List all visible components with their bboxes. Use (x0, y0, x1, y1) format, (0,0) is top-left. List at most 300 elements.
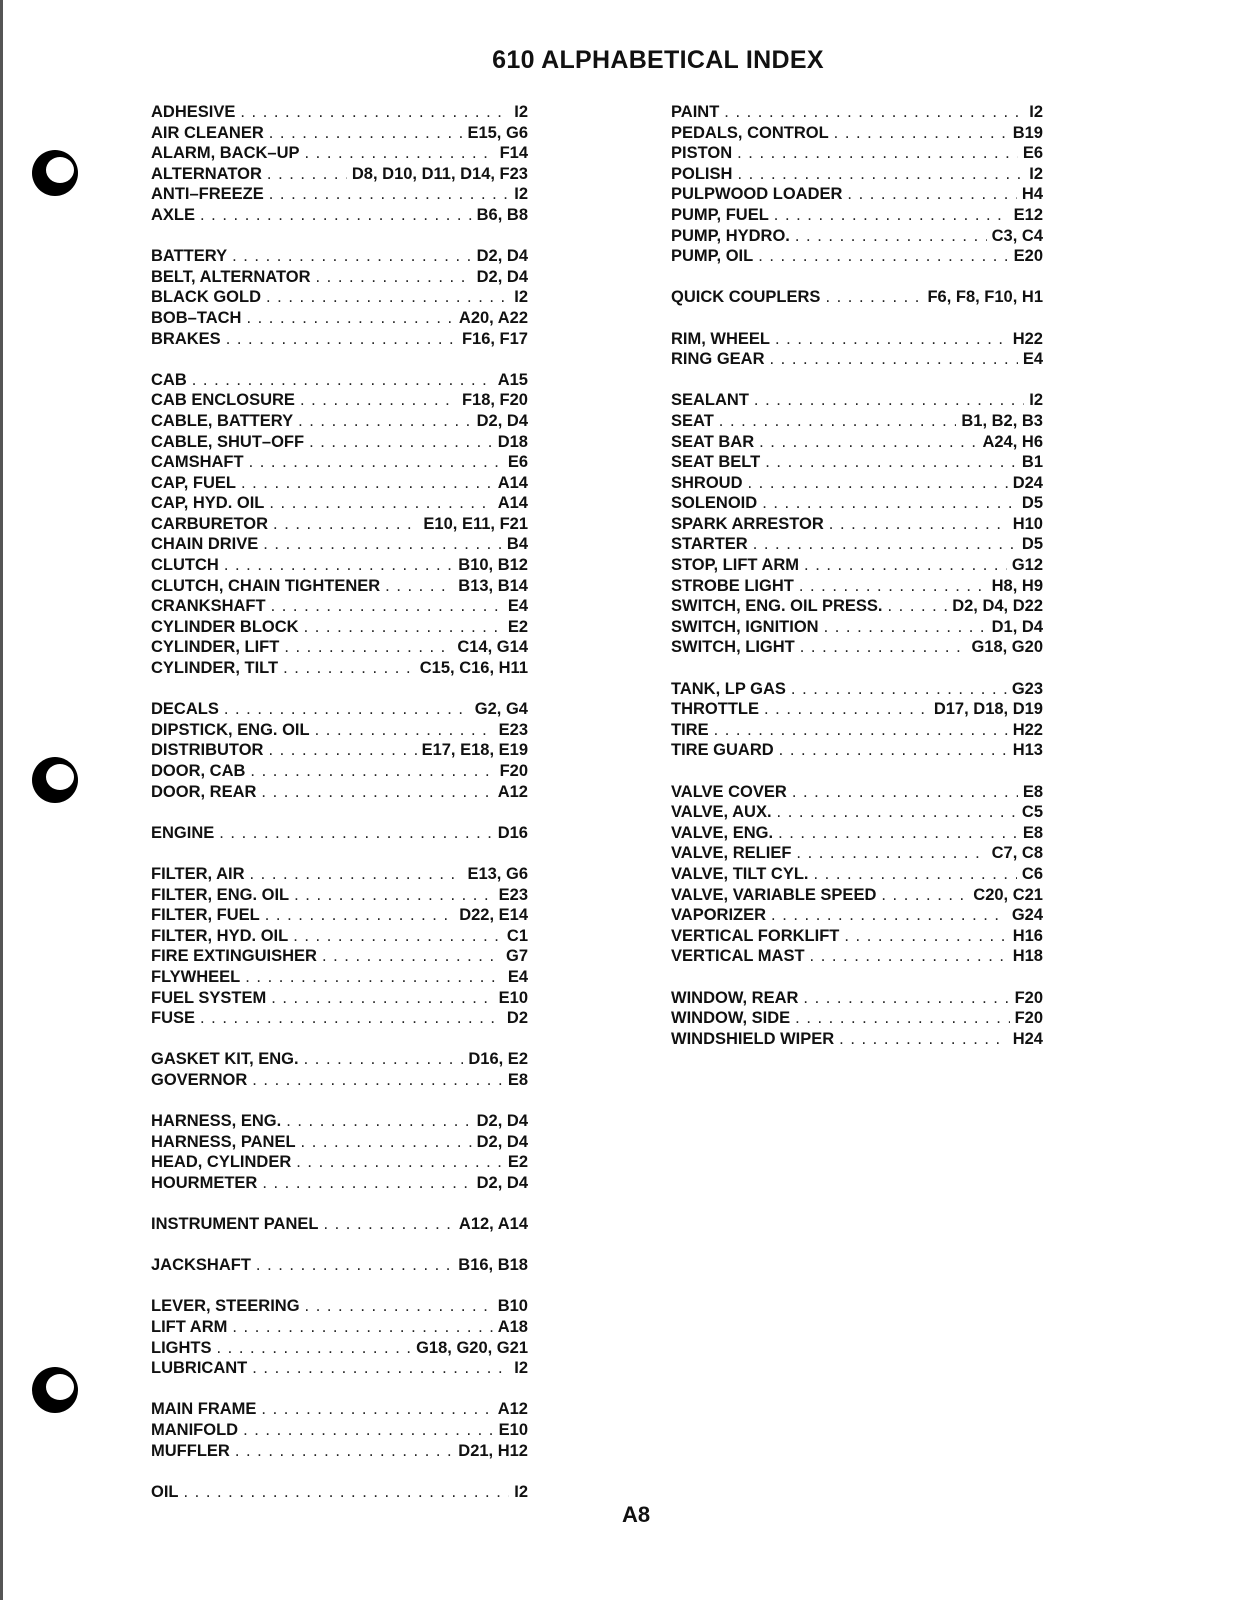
entry-name: MAIN FRAME (151, 1400, 257, 1419)
dot-leader (243, 1420, 494, 1441)
dot-leader (829, 514, 1008, 535)
dot-leader (250, 864, 463, 885)
index-entry (151, 637, 528, 658)
entry-name: SHROUD (671, 473, 743, 492)
entry-name: LEVER, STEERING (151, 1297, 300, 1316)
entry-name: JACKSHAFT (151, 1256, 251, 1275)
entry-page-ref: D8, D10, D11, D14, F23 (351, 164, 528, 183)
index-entry (151, 823, 528, 844)
dot-leader (219, 823, 492, 844)
index-entry (671, 473, 1043, 494)
index-entry (151, 308, 528, 329)
entry-page-ref: I2 (1029, 391, 1043, 410)
dot-leader (887, 596, 947, 617)
entry-name: ALARM, BACK–UP (151, 144, 300, 163)
dot-leader (316, 267, 472, 288)
index-entry (151, 184, 528, 205)
index-entry (671, 740, 1043, 761)
index-entry (151, 493, 528, 514)
entry-name: WINDOW, REAR (671, 988, 799, 1007)
dot-leader (217, 1338, 412, 1359)
entry-name: FIRE EXTINGUISHER (151, 947, 317, 966)
index-entry (151, 164, 528, 185)
entry-page-ref: E8 (1022, 782, 1043, 801)
index-entry (671, 617, 1043, 638)
entry-page-ref: E2 (507, 617, 528, 636)
dot-leader (737, 164, 1024, 185)
entry-name: DOOR, REAR (151, 782, 257, 801)
dot-leader (792, 782, 1018, 803)
dot-leader (293, 926, 502, 947)
entry-name: BOB–TACH (151, 308, 242, 327)
index-entry (671, 287, 1043, 308)
page-number: A8 (622, 1502, 651, 1527)
entry-name: LUBRICANT (151, 1359, 248, 1378)
entry-page-ref: I2 (514, 288, 528, 307)
entry-name: CAMSHAFT (151, 453, 244, 472)
entry-page-ref: E12 (1013, 205, 1043, 224)
entry-name: SEALANT (671, 391, 749, 410)
index-entry (671, 102, 1043, 123)
index-entry (671, 864, 1043, 885)
dot-leader (385, 576, 453, 597)
dot-leader (226, 329, 457, 350)
entry-page-ref: I2 (1029, 164, 1043, 183)
index-entry (151, 864, 528, 885)
entry-page-ref: A14 (497, 473, 528, 492)
entry-page-ref: E6 (507, 453, 528, 472)
entry-name: PULPWOOD LOADER (671, 185, 843, 204)
entry-name: WINDSHIELD WIPER (671, 1029, 835, 1048)
entry-name: VALVE, AUX. (671, 803, 772, 822)
entry-name: CYLINDER, TILT (151, 659, 279, 678)
dot-leader (764, 699, 929, 720)
index-letter-group (151, 823, 528, 844)
index-letter-group (151, 1482, 528, 1503)
dot-leader (309, 432, 493, 453)
index-entry (671, 720, 1043, 741)
index-entry (151, 514, 528, 535)
index-entry (151, 617, 528, 638)
entry-name: DIPSTICK, ENG. OIL (151, 720, 310, 739)
index-entry (151, 946, 528, 967)
dot-leader (719, 411, 957, 432)
dot-leader (265, 905, 454, 926)
entry-page-ref: D2, D4 (476, 411, 528, 430)
index-entry (151, 740, 528, 761)
entry-name: PEDALS, CONTROL (671, 123, 829, 142)
entry-page-ref: E10 (498, 1421, 528, 1439)
dot-leader (754, 390, 1024, 411)
entry-name: RING GEAR (671, 350, 765, 369)
index-entry (151, 534, 528, 555)
dot-leader (847, 184, 1016, 205)
dot-leader (232, 246, 472, 267)
dot-leader (305, 143, 495, 164)
index-entry (671, 843, 1043, 864)
index-entry (151, 267, 528, 288)
index-entry (671, 885, 1043, 906)
entry-name: HEAD, CYLINDER (151, 1153, 292, 1172)
entry-page-ref: D5 (1021, 494, 1043, 513)
entry-page-ref: D2, D4 (476, 267, 528, 286)
entry-page-ref: B16, B18 (458, 1256, 528, 1275)
entry-page-ref: F16, F17 (461, 329, 528, 348)
entry-name: ANTI–FREEZE (151, 185, 264, 204)
dot-leader (224, 555, 453, 576)
dot-leader (771, 905, 1007, 926)
dot-leader (245, 967, 503, 988)
dot-leader (300, 390, 457, 411)
index-letter-group (151, 102, 528, 226)
entry-page-ref: D1, D4 (991, 617, 1043, 636)
entry-page-ref: A20, A22 (458, 308, 528, 327)
entry-name: VALVE, RELIEF (671, 844, 792, 863)
index-entry (671, 411, 1043, 432)
entry-page-ref: C6 (1021, 864, 1043, 883)
dot-leader (765, 452, 1017, 473)
dot-leader (814, 864, 1017, 885)
dot-leader (778, 823, 1018, 844)
entry-name: PUMP, FUEL (671, 205, 769, 224)
entry-name: CARBURETOR (151, 514, 269, 533)
dot-leader (753, 534, 1017, 555)
entry-page-ref: D18 (497, 432, 528, 451)
entry-page-ref: D17, D18, D19 (933, 700, 1043, 719)
entry-name: BRAKES (151, 329, 221, 348)
index-entry (151, 411, 528, 432)
index-entry (151, 782, 528, 803)
index-letter-group (151, 864, 528, 1029)
dot-leader (252, 1070, 503, 1091)
entry-page-ref: A12 (497, 1400, 528, 1419)
index-entry (151, 452, 528, 473)
binder-hole-icon (30, 148, 80, 198)
entry-page-ref: E20 (1013, 247, 1043, 266)
index-entry (671, 1029, 1043, 1050)
index-entry (151, 1338, 528, 1359)
entry-page-ref: E10, E11, F21 (423, 514, 528, 533)
dot-leader (235, 1441, 453, 1462)
index-entry (671, 1008, 1043, 1029)
entry-name: AIR CLEANER (151, 123, 264, 142)
entry-name: VAPORIZER (671, 906, 767, 925)
entry-page-ref: C7, C8 (991, 844, 1043, 863)
entry-name: VALVE, ENG. (671, 823, 774, 842)
entry-name: CAB ENCLOSURE (151, 391, 295, 410)
entry-name: OIL (151, 1482, 179, 1501)
entry-page-ref: C5 (1021, 803, 1043, 822)
dot-leader (737, 143, 1018, 164)
entry-name: SWITCH, ENG. OIL PRESS. (671, 597, 883, 616)
dot-leader (250, 761, 494, 782)
dot-leader (824, 617, 987, 638)
index-entry (151, 1296, 528, 1317)
entry-page-ref: B13, B14 (458, 576, 528, 595)
index-entry (151, 370, 528, 391)
entry-page-ref: H10 (1012, 514, 1043, 533)
dot-leader (796, 843, 986, 864)
entry-page-ref: D2 (506, 1009, 528, 1028)
dot-leader (284, 637, 452, 658)
entry-name: PISTON (671, 144, 733, 163)
index-entry (671, 246, 1043, 267)
index-entry (671, 576, 1043, 597)
entry-name: FILTER, FUEL (151, 906, 260, 925)
entry-name: DOOR, CAB (151, 762, 246, 780)
index-letter-group (151, 246, 528, 349)
dot-leader (881, 885, 968, 906)
entry-name: DISTRIBUTOR (151, 741, 264, 760)
entry-page-ref: D24 (1012, 473, 1043, 492)
index-entry (151, 432, 528, 453)
entry-page-ref: D21, H12 (458, 1441, 528, 1460)
entry-page-ref: E13, G6 (467, 864, 528, 883)
entry-page-ref: D2, D4 (476, 247, 528, 266)
index-entry (151, 246, 528, 267)
index-letter-group (671, 102, 1043, 267)
entry-page-ref: I2 (514, 103, 528, 121)
entry-name: DECALS (151, 700, 219, 719)
index-entry (671, 514, 1043, 535)
binder-hole-middle (30, 755, 80, 805)
dot-leader (261, 1399, 492, 1420)
index-letter-group (151, 1399, 528, 1461)
dot-leader (777, 802, 1017, 823)
dot-leader (184, 1482, 510, 1503)
entry-page-ref: F6, F8, F10, H1 (927, 288, 1043, 307)
entry-name: CABLE, SHUT–OFF (151, 432, 305, 451)
entry-page-ref: H4 (1021, 185, 1043, 204)
dot-leader (296, 1152, 503, 1173)
index-entry (151, 1317, 528, 1338)
dot-leader (803, 988, 1009, 1009)
index-entry (151, 1132, 528, 1153)
entry-page-ref: C15, C16, H11 (419, 659, 528, 678)
dot-leader (246, 308, 453, 329)
index-entry (151, 699, 528, 720)
entry-page-ref: E2 (507, 1153, 528, 1172)
scan-edge (0, 0, 3, 1600)
entry-name: THROTTLE (671, 700, 759, 719)
entry-name: SEAT BELT (671, 453, 761, 472)
index-entry (151, 658, 528, 679)
index-entry (671, 946, 1043, 967)
entry-name: ALTERNATOR (151, 164, 262, 183)
entry-page-ref: E4 (507, 967, 528, 986)
entry-page-ref: A15 (497, 370, 528, 389)
dot-leader (273, 514, 418, 535)
index-entry (151, 1482, 528, 1503)
dot-leader (240, 102, 509, 123)
index-entry (671, 782, 1043, 803)
entry-page-ref: A24, H6 (982, 432, 1043, 451)
index-entry (671, 823, 1043, 844)
index-entry (671, 184, 1043, 205)
dot-leader (315, 720, 494, 741)
entry-name: CAB (151, 370, 187, 389)
page-title: 610 ALPHABETICAL INDEX (492, 46, 824, 74)
binder-hole-icon (30, 1365, 80, 1415)
entry-page-ref: B1 (1021, 453, 1043, 472)
dot-leader (271, 596, 503, 617)
entry-page-ref: G12 (1011, 556, 1043, 575)
index-entry (151, 102, 528, 123)
entry-name: STARTER (671, 535, 748, 554)
entry-name: VERTICAL MAST (671, 947, 805, 966)
entry-page-ref: F20 (499, 762, 528, 780)
index-entry (151, 473, 528, 494)
entry-name: LIFT ARM (151, 1318, 228, 1337)
index-letter-group (671, 988, 1043, 1050)
entry-page-ref: I2 (514, 1482, 528, 1501)
entry-name: PUMP, OIL (671, 247, 754, 266)
entry-page-ref: H16 (1012, 926, 1043, 945)
index-entry (151, 885, 528, 906)
entry-page-ref: H22 (1012, 720, 1043, 739)
entry-name: LIGHTS (151, 1338, 212, 1357)
index-entry (671, 596, 1043, 617)
entry-name: VALVE COVER (671, 782, 787, 801)
index-entry (671, 143, 1043, 164)
entry-name: BELT, ALTERNATOR (151, 267, 311, 286)
index-entry (151, 926, 528, 947)
entry-name: ADHESIVE (151, 103, 236, 121)
dot-leader (256, 1255, 453, 1276)
index-letter-group (151, 1111, 528, 1193)
entry-page-ref: G18, G20 (971, 638, 1043, 657)
dot-leader (724, 102, 1024, 123)
index-column-right (671, 102, 1043, 1070)
dot-leader (839, 1029, 1008, 1050)
entry-page-ref: B4 (506, 535, 528, 554)
entry-name: POLISH (671, 164, 733, 183)
index-entry (671, 926, 1043, 947)
entry-name: BLACK GOLD (151, 288, 261, 307)
index-column-left (151, 102, 528, 1523)
entry-page-ref: B10 (497, 1297, 528, 1316)
entry-name: CYLINDER BLOCK (151, 617, 299, 636)
index-entry (671, 679, 1043, 700)
entry-name: PAINT (671, 103, 720, 121)
dot-leader (298, 411, 472, 432)
dot-leader (262, 1173, 471, 1194)
entry-page-ref: C3, C4 (991, 226, 1043, 245)
index-entry (151, 1173, 528, 1194)
entry-page-ref: G23 (1011, 679, 1043, 698)
index-entry (671, 493, 1043, 514)
entry-name: CLUTCH, CHAIN TIGHTENER (151, 576, 381, 595)
entry-page-ref: I2 (514, 1359, 528, 1378)
entry-page-ref: B6, B8 (476, 205, 528, 224)
dot-leader (268, 740, 416, 761)
dot-leader (304, 1049, 464, 1070)
dot-leader (774, 205, 1009, 226)
entry-page-ref: F18, F20 (461, 391, 528, 410)
dot-leader (261, 782, 492, 803)
dot-leader (286, 1111, 471, 1132)
entry-name: GOVERNOR (151, 1070, 248, 1089)
entry-page-ref: H22 (1012, 329, 1043, 348)
entry-page-ref: A12, A14 (458, 1215, 528, 1234)
binder-hole-top (30, 148, 80, 198)
index-entry (671, 205, 1043, 226)
entry-page-ref: G24 (1011, 906, 1043, 925)
index-entry (151, 576, 528, 597)
dot-leader (323, 1214, 453, 1235)
entry-page-ref: G18, G20, G21 (416, 1338, 528, 1357)
entry-page-ref: H8, H9 (991, 576, 1043, 595)
entry-name: CABLE, BATTERY (151, 411, 294, 430)
entry-name: MANIFOLD (151, 1421, 239, 1439)
entry-name: CLUTCH (151, 556, 219, 575)
entry-page-ref: D22, E14 (459, 906, 528, 925)
entry-name: PUMP, HYDRO. (671, 226, 790, 245)
index-entry (671, 905, 1043, 926)
entry-name: SOLENOID (671, 494, 758, 513)
entry-page-ref: A18 (497, 1318, 528, 1337)
dot-leader (269, 493, 492, 514)
index-entry (671, 329, 1043, 350)
entry-page-ref: E8 (1022, 823, 1043, 842)
index-entry (671, 432, 1043, 453)
dot-leader (762, 493, 1017, 514)
dot-leader (779, 740, 1008, 761)
dot-leader (294, 885, 494, 906)
index-entry (151, 1358, 528, 1379)
index-letter-group (671, 329, 1043, 370)
entry-name: WINDOW, SIDE (671, 1009, 791, 1028)
dot-leader (304, 617, 503, 638)
index-letter-group (151, 1296, 528, 1378)
entry-name: CYLINDER, LIFT (151, 638, 280, 657)
index-letter-group (151, 1255, 528, 1276)
index-entry (671, 123, 1043, 144)
index-entry (151, 1214, 528, 1235)
entry-page-ref: D16, E2 (468, 1050, 528, 1069)
entry-name: TIRE GUARD (671, 741, 774, 760)
entry-name: HARNESS, PANEL (151, 1132, 296, 1151)
entry-page-ref: D16 (497, 823, 528, 842)
dot-leader (269, 123, 463, 144)
dot-leader (775, 329, 1008, 350)
index-letter-group (671, 679, 1043, 761)
dot-leader (825, 287, 922, 308)
index-letter-group (671, 287, 1043, 308)
binder-hole-icon (30, 755, 80, 805)
dot-leader (800, 637, 967, 658)
entry-name: FUEL SYSTEM (151, 988, 267, 1007)
index-entry (151, 988, 528, 1009)
dot-leader (795, 1008, 1009, 1029)
entry-name: TIRE (671, 720, 709, 739)
index-entry (671, 390, 1043, 411)
entry-name: RIM, WHEEL (671, 329, 770, 348)
entry-name: SEAT (671, 411, 714, 430)
entry-name: QUICK COUPLERS (671, 288, 821, 307)
dot-leader (748, 473, 1008, 494)
entry-page-ref: F14 (499, 144, 528, 163)
dot-leader (844, 926, 1007, 947)
entry-page-ref: I2 (514, 185, 528, 204)
entry-name: VERTICAL FORKLIFT (671, 926, 840, 945)
index-entry (151, 1399, 528, 1420)
entry-page-ref: E23 (498, 885, 528, 904)
dot-leader (263, 534, 502, 555)
dot-leader (804, 555, 1007, 576)
dot-leader (791, 679, 1007, 700)
index-letter-group (671, 390, 1043, 658)
